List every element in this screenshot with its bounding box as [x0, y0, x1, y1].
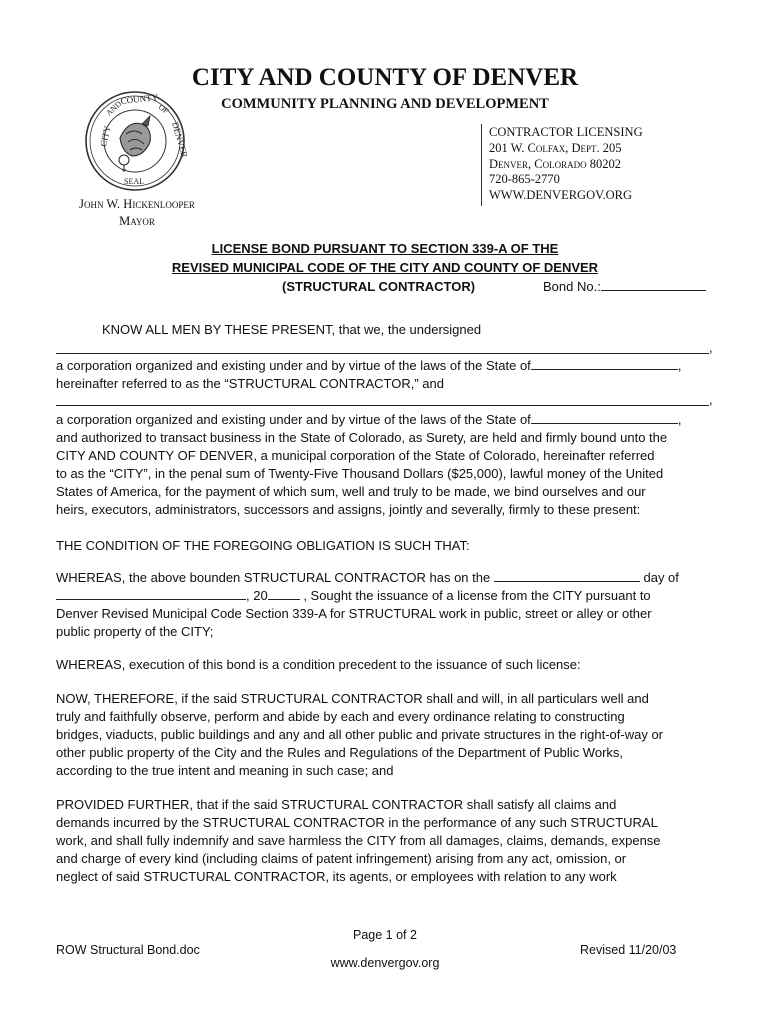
now-therefore-line: other public property of the City and the Rules and Regulations of the Department of Public Works,: [56, 745, 624, 760]
surety-paragraph: [56, 429, 716, 519]
seal-text-and: AND: [104, 99, 124, 118]
contact-address-1: 201 W. Colfax, Dept. 205: [489, 140, 622, 155]
intro-text: KNOW ALL MEN BY THESE PRESENT, that we, the undersigned: [102, 322, 482, 337]
surety-line: heirs, executors, administrators, successors and assigns, jointly and severally, firmly to these present:: [56, 502, 641, 517]
provided-line: PROVIDED FURTHER, that if the said STRUCTURAL CONTRACTOR shall satisfy all claims and: [56, 797, 617, 812]
page-number: Page 1 of 2: [353, 928, 417, 942]
contact-phone: 720-865-2770: [489, 172, 560, 187]
mayor-block: [54, 196, 220, 230]
header-divider: [481, 124, 482, 206]
mayor-title: Mayor: [119, 214, 155, 228]
principal-state-blank[interactable]: [531, 358, 678, 370]
page-title: CITY AND COUNTY OF DENVER: [191, 64, 579, 91]
whereas-1-line-3: Denver Revised Municipal Code Section 339-A for STRUCTURAL work in public, street or alley or other: [56, 606, 652, 621]
surety-corp-text: a corporation organized and existing under and by virtue of the laws of the State of: [56, 412, 531, 427]
footer-filename: ROW Structural Bond.doc: [56, 943, 200, 957]
contractor-reference: hereinafter referred to as the “STRUCTURAL CONTRACTOR,” and: [56, 376, 444, 391]
contact-block: [489, 125, 643, 204]
comma-mark: ,: [709, 340, 713, 355]
provided-further-paragraph: [56, 796, 716, 886]
comma-mark: ,: [709, 392, 713, 407]
now-therefore-line: bridges, viaducts, public buildings and any and all other public and private structures in the right-of-way or: [56, 727, 664, 742]
now-therefore-line: according to the true intent and meaning in such case; and: [56, 763, 394, 778]
provided-line: neglect of said STRUCTURAL CONTRACTOR, its agents, or employees with relation to any work: [56, 869, 617, 884]
whereas-1-sought: , Sought the issuance of a license from the CITY pursuant to: [303, 588, 651, 603]
seal-text-seal: SEAL: [124, 177, 144, 186]
provided-line: demands incurred by the STRUCTURAL CONTRACTOR in the performance of any such STRUCTURAL: [56, 815, 658, 830]
now-therefore-line: NOW, THEREFORE, if the said STRUCTURAL CONTRACTOR shall and will, in all particulars well and: [56, 691, 649, 706]
provided-line: and charge of every kind (including claims of patent infringement) arising from any act, omission, or: [56, 851, 627, 866]
bond-number-label: Bond No.:: [543, 279, 601, 294]
year-blank[interactable]: [268, 588, 300, 600]
surety-line: to as the “CITY”, in the penal sum of Twenty-Five Thousand Dollars ($25,000), lawful money of the United: [56, 466, 664, 481]
month-blank[interactable]: [56, 588, 246, 600]
provided-line: work, and shall fully indemnify and save harmless the CITY from all damages, claims, demands, expense: [56, 833, 661, 848]
condition-heading: THE CONDITION OF THE FOREGOING OBLIGATION IS SUCH THAT:: [56, 538, 470, 553]
seal-text-denver: DENVER: [170, 120, 190, 159]
now-therefore-line: truly and faithfully observe, perform and abide by each and every ordinance relating to constructing: [56, 709, 625, 724]
whereas-1-line-4: public property of the CITY;: [56, 624, 214, 639]
surety-line: and authorized to transact business in the State of Colorado, as Surety, are held and firmly bound unto the: [56, 430, 668, 445]
footer-revised-date: Revised 11/20/03: [580, 943, 677, 957]
day-of-text: day of: [643, 570, 679, 585]
bond-number-field[interactable]: [543, 279, 706, 294]
whereas-1-text: WHEREAS, the above bounden STRUCTURAL CONTRACTOR has on the: [56, 570, 491, 585]
whereas-paragraph-2: WHEREAS, execution of this bond is a condition precedent to the issuance of such license:: [56, 657, 581, 672]
bond-title-line-3: (STRUCTURAL CONTRACTOR): [282, 279, 476, 294]
seal-text-city: CITY: [98, 124, 113, 148]
footer-website: www.denvergov.org: [330, 956, 440, 970]
year-prefix: , 20: [246, 588, 268, 603]
surety-corp-line: a corporation organized and existing under and by virtue of the laws of the State of ,: [56, 412, 682, 427]
surety-name-blank[interactable]: [56, 405, 709, 406]
now-therefore-paragraph: [56, 690, 716, 780]
bond-title-line-2: REVISED MUNICIPAL CODE OF THE CITY AND COUNTY OF DENVER: [171, 260, 599, 275]
seal-text-county: COUNTY: [120, 92, 159, 106]
principal-corp-line: a corporation organized and existing under and by virtue of the laws of the State of ,: [56, 358, 682, 373]
surety-state-blank[interactable]: [531, 412, 678, 424]
whereas-paragraph-1: [56, 569, 716, 641]
contact-website: WWW.DENVERGOV.ORG: [489, 188, 633, 203]
surety-line: States of America, for the payment of which sum, well and truly to be made, we bind ourselves and our: [56, 484, 646, 499]
bond-number-blank[interactable]: [601, 279, 706, 291]
mayor-name: John W. Hickenlooper: [79, 197, 195, 211]
city-seal-logo: [84, 90, 190, 192]
contact-address-2: Denver, Colorado 80202: [489, 156, 621, 171]
principal-corp-text: a corporation organized and existing under and by virtue of the laws of the State of: [56, 358, 531, 373]
bond-title-line-1: LICENSE BOND PURSUANT TO SECTION 339-A OF THE: [211, 241, 559, 256]
principal-name-blank[interactable]: [56, 353, 709, 354]
page-subtitle: COMMUNITY PLANNING AND DEVELOPMENT: [221, 96, 549, 112]
date-blank[interactable]: [494, 570, 640, 582]
contact-dept: CONTRACTOR LICENSING: [489, 125, 643, 139]
surety-line: CITY AND COUNTY OF DENVER, a municipal corporation of the State of Colorado, hereinafter referred: [56, 448, 655, 463]
seal-text-of: OF: [156, 102, 171, 116]
